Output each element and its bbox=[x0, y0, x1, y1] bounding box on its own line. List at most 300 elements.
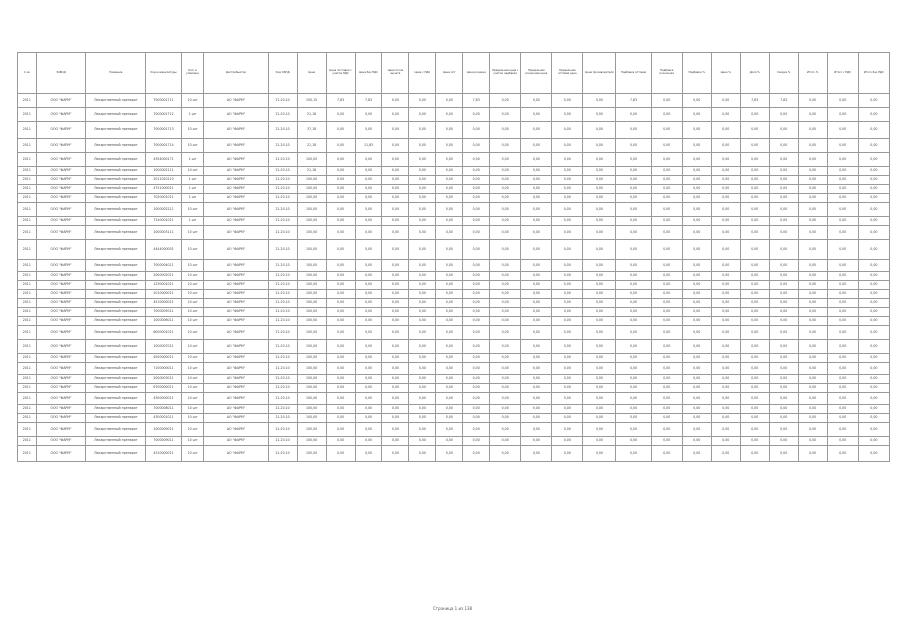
table-cell: 0,00 bbox=[740, 240, 769, 260]
table-cell: 0,00 bbox=[490, 272, 521, 281]
table-cell: 10 шт bbox=[181, 139, 204, 153]
table-cell: 0,00 bbox=[740, 299, 769, 308]
table-cell: 0,00 bbox=[463, 384, 490, 393]
table-cell: 0,00 bbox=[798, 226, 827, 240]
table-cell: 0,00 bbox=[616, 384, 651, 393]
table-cell: 0,00 bbox=[521, 122, 552, 139]
table-cell: 0,00 bbox=[436, 308, 463, 317]
table-cell: 1 шт bbox=[181, 153, 204, 167]
table-cell: АО "ФАРМ" bbox=[204, 384, 268, 393]
table-cell: 0,00 bbox=[463, 299, 490, 308]
table-cell: АО "ФАРМ" bbox=[204, 393, 268, 405]
table-cell: 0,00 bbox=[858, 94, 889, 108]
column-header: Предельная цена с учетом надбавки bbox=[490, 53, 521, 94]
table-cell: 2010000011 bbox=[146, 290, 181, 299]
table-cell: 0,00 bbox=[740, 153, 769, 167]
table-cell: АО "ФАРМ" bbox=[204, 423, 268, 437]
table-cell: 0,00 bbox=[552, 384, 583, 393]
table-cell: 100,00 bbox=[297, 272, 326, 281]
table-cell: АО "ФАРМ" bbox=[204, 414, 268, 423]
table-cell: 2000002011 bbox=[146, 272, 181, 281]
table-cell: ООО "ФАРМ" bbox=[36, 167, 86, 176]
table-cell: АО "ФАРМ" bbox=[204, 217, 268, 226]
table-cell: 0,00 bbox=[682, 384, 711, 393]
table-cell: 0,00 bbox=[355, 363, 382, 375]
table-cell: 0,00 bbox=[436, 108, 463, 122]
table-cell: 0,00 bbox=[711, 393, 740, 405]
table-cell: 0,00 bbox=[521, 317, 552, 326]
table-cell: 0,00 bbox=[740, 375, 769, 384]
table-cell: 21.20.10 bbox=[268, 240, 297, 260]
table-cell: 0,00 bbox=[355, 375, 382, 384]
table-cell: 0,00 bbox=[769, 203, 798, 217]
table-cell: 0,00 bbox=[326, 167, 355, 176]
column-header: Итого % bbox=[798, 53, 827, 94]
table-cell: 0,00 bbox=[382, 203, 409, 217]
table-cell: 0,00 bbox=[682, 317, 711, 326]
table-cell: 0,00 bbox=[616, 405, 651, 414]
table-cell: 0,00 bbox=[858, 139, 889, 153]
table-cell: 0,00 bbox=[490, 281, 521, 290]
table-cell: 0,00 bbox=[490, 308, 521, 317]
table-cell: 0,00 bbox=[490, 393, 521, 405]
table-cell: АО "ФАРМ" bbox=[204, 139, 268, 153]
table-cell: 0,00 bbox=[463, 153, 490, 167]
table-cell: 0,00 bbox=[382, 375, 409, 384]
table-cell: 0,00 bbox=[521, 94, 552, 108]
table-cell: 2011 bbox=[18, 414, 37, 423]
table-cell: 0,00 bbox=[711, 281, 740, 290]
table-cell: Лекарственный препарат bbox=[86, 393, 146, 405]
table-cell: 0,00 bbox=[711, 260, 740, 272]
table-cell: 2011 bbox=[18, 153, 37, 167]
table-cell: 0,00 bbox=[682, 375, 711, 384]
table-cell: 10 шт bbox=[181, 226, 204, 240]
column-header: Предельная оптовая цена bbox=[552, 53, 583, 94]
table-cell: АО "ФАРМ" bbox=[204, 446, 268, 462]
table-cell: 0,00 bbox=[651, 240, 682, 260]
table-cell: 0,00 bbox=[858, 108, 889, 122]
table-cell: 0,00 bbox=[858, 414, 889, 423]
table-cell: 0,00 bbox=[552, 122, 583, 139]
table-cell: 0,00 bbox=[616, 217, 651, 226]
table-cell: ООО "ФАРМ" bbox=[36, 290, 86, 299]
table-cell: 0,00 bbox=[409, 354, 436, 363]
table-cell: 10 шт bbox=[181, 94, 204, 108]
table-cell: Лекарственный препарат bbox=[86, 226, 146, 240]
table-cell: 0,00 bbox=[355, 354, 382, 363]
table-cell: ООО "ФАРМ" bbox=[36, 108, 86, 122]
table-cell: ООО "ФАРМ" bbox=[36, 203, 86, 217]
table-cell: 0,00 bbox=[651, 405, 682, 414]
column-header: Цена % bbox=[711, 53, 740, 94]
table-cell: 0,00 bbox=[583, 217, 616, 226]
table-cell: 2011 bbox=[18, 446, 37, 462]
table-cell: 0,00 bbox=[583, 167, 616, 176]
table-cell: 0,00 bbox=[490, 423, 521, 437]
table-cell: 0,00 bbox=[682, 340, 711, 354]
table-cell: 0,00 bbox=[711, 299, 740, 308]
table-cell: 0,00 bbox=[326, 363, 355, 375]
table-cell: 0,00 bbox=[798, 153, 827, 167]
table-cell: 0,00 bbox=[355, 226, 382, 240]
table-cell: 0,00 bbox=[740, 272, 769, 281]
table-cell: 0,00 bbox=[769, 375, 798, 384]
table-row bbox=[18, 317, 890, 326]
table-cell: 0,00 bbox=[858, 437, 889, 446]
table-cell: 2011 bbox=[18, 194, 37, 203]
table-cell: 0,00 bbox=[382, 423, 409, 437]
table-cell: 10 шт bbox=[181, 203, 204, 217]
table-cell: 0,00 bbox=[651, 153, 682, 167]
table-cell: 1 шт bbox=[181, 176, 204, 185]
table-cell: 0,00 bbox=[769, 299, 798, 308]
table-cell: 0,00 bbox=[651, 393, 682, 405]
table-cell: 0,00 bbox=[326, 226, 355, 240]
table-cell: 0,00 bbox=[521, 281, 552, 290]
table-cell: 0,00 bbox=[521, 340, 552, 354]
header-row bbox=[18, 53, 890, 94]
table-cell: 0,00 bbox=[769, 122, 798, 139]
table-cell: 2011 bbox=[18, 375, 37, 384]
table-cell: ООО "ФАРМ" bbox=[36, 185, 86, 194]
table-cell: 0,00 bbox=[769, 167, 798, 176]
table-cell: АО "ФАРМ" bbox=[204, 340, 268, 354]
table-cell: 21.20.10 bbox=[268, 393, 297, 405]
table-cell: 0,00 bbox=[798, 185, 827, 194]
table-cell: 100,00 bbox=[297, 446, 326, 462]
table-cell: 0,00 bbox=[355, 290, 382, 299]
table-cell: 0,00 bbox=[711, 308, 740, 317]
table-cell: 0,00 bbox=[326, 108, 355, 122]
table-cell: АО "ФАРМ" bbox=[204, 203, 268, 217]
table-cell: Лекарственный препарат bbox=[86, 260, 146, 272]
table-cell: 0,00 bbox=[651, 423, 682, 437]
table-cell: 0,00 bbox=[436, 326, 463, 340]
table-cell: 0,00 bbox=[326, 308, 355, 317]
table-row bbox=[18, 375, 890, 384]
table-cell: 0,00 bbox=[682, 393, 711, 405]
table-cell: 100,00 bbox=[297, 185, 326, 194]
table-cell: 0,00 bbox=[858, 340, 889, 354]
table-cell: 0,00 bbox=[521, 203, 552, 217]
table-cell: 0,00 bbox=[490, 290, 521, 299]
table-cell: 0,00 bbox=[552, 194, 583, 203]
table-cell: 21.20.10 bbox=[268, 194, 297, 203]
table-cell: 0,00 bbox=[490, 260, 521, 272]
table-cell: Лекарственный препарат bbox=[86, 153, 146, 167]
table-cell: 4751000011 bbox=[146, 185, 181, 194]
table-cell: 0,00 bbox=[355, 384, 382, 393]
table-cell: 0,00 bbox=[798, 446, 827, 462]
table-cell: 0,00 bbox=[616, 299, 651, 308]
table-cell: 0,00 bbox=[326, 272, 355, 281]
table-cell: 0,00 bbox=[740, 363, 769, 375]
table-cell: 21.20.10 bbox=[268, 185, 297, 194]
table-cell: 21,18 bbox=[297, 139, 326, 153]
table-cell: АО "ФАРМ" bbox=[204, 272, 268, 281]
table-cell: 0,00 bbox=[382, 167, 409, 176]
table-cell: ООО "ФАРМ" bbox=[36, 139, 86, 153]
table-cell: 0,00 bbox=[521, 308, 552, 317]
table-cell: 0,00 bbox=[682, 405, 711, 414]
table-cell: 0,00 bbox=[769, 290, 798, 299]
table-cell: 0,00 bbox=[651, 414, 682, 423]
table-cell: 0,00 bbox=[436, 203, 463, 217]
table-cell: 0,00 bbox=[651, 299, 682, 308]
table-cell: 0,00 bbox=[769, 446, 798, 462]
table-cell: 7000009011 bbox=[146, 437, 181, 446]
table-cell: 0,00 bbox=[651, 176, 682, 185]
table-cell: 0,00 bbox=[740, 414, 769, 423]
table-cell: 21.20.10 bbox=[268, 299, 297, 308]
table-cell: 0,00 bbox=[409, 194, 436, 203]
table-cell: 0,00 bbox=[552, 446, 583, 462]
table-cell: 0,00 bbox=[409, 375, 436, 384]
table-cell: 0,00 bbox=[382, 94, 409, 108]
table-cell: 0,00 bbox=[552, 375, 583, 384]
table-cell: 0,00 bbox=[616, 340, 651, 354]
table-cell: 0,00 bbox=[552, 226, 583, 240]
table-cell: АО "ФАРМ" bbox=[204, 226, 268, 240]
table-cell: 0,00 bbox=[682, 308, 711, 317]
table-cell: 100,00 bbox=[297, 260, 326, 272]
table-cell: АО "ФАРМ" bbox=[204, 108, 268, 122]
table-cell: 0,00 bbox=[651, 272, 682, 281]
table-cell: 0,00 bbox=[326, 299, 355, 308]
table-cell: Лекарственный препарат bbox=[86, 414, 146, 423]
table-cell: 21.20.10 bbox=[268, 122, 297, 139]
table-cell: 0,00 bbox=[490, 317, 521, 326]
table-cell: 150,15 bbox=[297, 94, 326, 108]
table-cell: 0,00 bbox=[382, 217, 409, 226]
table-cell: 0,00 bbox=[827, 94, 858, 108]
table-row bbox=[18, 108, 890, 122]
table-cell: 0,00 bbox=[436, 226, 463, 240]
table-cell: 0,00 bbox=[740, 281, 769, 290]
table-cell: 0,00 bbox=[769, 326, 798, 340]
table-cell: АО "ФАРМ" bbox=[204, 185, 268, 194]
table-cell: 7000005011 bbox=[146, 308, 181, 317]
table-cell: 0,00 bbox=[769, 281, 798, 290]
table-cell: 0,00 bbox=[409, 217, 436, 226]
table-cell: 10 шт bbox=[181, 308, 204, 317]
table-cell: 0,00 bbox=[682, 414, 711, 423]
table-cell: 0,00 bbox=[409, 203, 436, 217]
table-cell: 7000001712 bbox=[146, 108, 181, 122]
table-cell: АО "ФАРМ" bbox=[204, 194, 268, 203]
table-cell: ООО "ФАРМ" bbox=[36, 299, 86, 308]
column-header: Надбавка оптовая bbox=[616, 53, 651, 94]
table-cell: 0,00 bbox=[463, 217, 490, 226]
table-row bbox=[18, 226, 890, 240]
table-cell: 0,00 bbox=[651, 340, 682, 354]
table-cell: Лекарственный препарат bbox=[86, 272, 146, 281]
table-cell: 100,00 bbox=[297, 363, 326, 375]
table-cell: 0,00 bbox=[858, 185, 889, 194]
table-cell: 0,00 bbox=[682, 167, 711, 176]
table-cell: 0,00 bbox=[436, 414, 463, 423]
table-cell: 0,00 bbox=[711, 108, 740, 122]
table-cell: 0,00 bbox=[463, 340, 490, 354]
table-cell: 0,00 bbox=[409, 393, 436, 405]
table-cell: 0,00 bbox=[858, 194, 889, 203]
table-cell: 0,00 bbox=[583, 122, 616, 139]
table-cell: 0,00 bbox=[409, 405, 436, 414]
table-cell: 0,00 bbox=[436, 194, 463, 203]
table-cell: 2011 bbox=[18, 299, 37, 308]
table-cell: 21.20.10 bbox=[268, 414, 297, 423]
table-cell: 1000006011 bbox=[146, 317, 181, 326]
table-cell: 10 шт bbox=[181, 414, 204, 423]
table-cell: 100,00 bbox=[297, 281, 326, 290]
table-cell: 0,00 bbox=[858, 363, 889, 375]
table-cell: 0,00 bbox=[711, 326, 740, 340]
table-cell: 0,00 bbox=[740, 405, 769, 414]
table-cell: 0,00 bbox=[521, 240, 552, 260]
table-cell: 0,00 bbox=[355, 153, 382, 167]
table-cell: 0,00 bbox=[711, 194, 740, 203]
table-cell: 0,00 bbox=[409, 281, 436, 290]
table-cell: 0,00 bbox=[827, 176, 858, 185]
table-cell: 0,00 bbox=[583, 94, 616, 108]
table-cell: 0,00 bbox=[409, 308, 436, 317]
table-cell: 0,00 bbox=[651, 217, 682, 226]
table-cell: 2011 bbox=[18, 340, 37, 354]
table-cell: 1000002111 bbox=[146, 167, 181, 176]
table-cell: 0,00 bbox=[651, 326, 682, 340]
table-cell: 21.20.10 bbox=[268, 281, 297, 290]
table-cell: 0,00 bbox=[827, 185, 858, 194]
table-cell: 7000001714 bbox=[146, 139, 181, 153]
table-cell: 0,00 bbox=[490, 167, 521, 176]
table-cell: 0,00 bbox=[521, 299, 552, 308]
table-cell: 0,00 bbox=[583, 153, 616, 167]
table-cell: 0,00 bbox=[711, 94, 740, 108]
table-cell: 21.20.10 bbox=[268, 340, 297, 354]
table-cell: 0,00 bbox=[858, 217, 889, 226]
table-cell: 0,00 bbox=[521, 153, 552, 167]
table-cell: 0,00 bbox=[858, 405, 889, 414]
table-cell: 2000003011 bbox=[146, 375, 181, 384]
table-cell: Лекарственный препарат bbox=[86, 317, 146, 326]
table-cell: 0,00 bbox=[409, 122, 436, 139]
table-cell: 0,00 bbox=[583, 139, 616, 153]
table-cell: 21.20.10 bbox=[268, 405, 297, 414]
table-cell: ООО "ФАРМ" bbox=[36, 226, 86, 240]
table-cell: 7,83 bbox=[326, 94, 355, 108]
table-cell: 0,00 bbox=[583, 308, 616, 317]
table-cell: 4354000171 bbox=[146, 153, 181, 167]
table-cell: 0,00 bbox=[382, 354, 409, 363]
table-cell: 0,00 bbox=[436, 405, 463, 414]
table-cell: 100,00 bbox=[297, 317, 326, 326]
table-cell: 0,00 bbox=[827, 340, 858, 354]
table-cell: 21.20.10 bbox=[268, 317, 297, 326]
table-cell: АО "ФАРМ" bbox=[204, 122, 268, 139]
table-cell: 0,00 bbox=[326, 384, 355, 393]
table-cell: 0,00 bbox=[552, 272, 583, 281]
table-cell: 0,00 bbox=[521, 354, 552, 363]
table-cell: 10 шт bbox=[181, 326, 204, 340]
table-cell: 0,00 bbox=[552, 185, 583, 194]
table-cell: 0,00 bbox=[651, 437, 682, 446]
table-cell: 10 шт bbox=[181, 405, 204, 414]
table-cell: 0,00 bbox=[616, 281, 651, 290]
table-cell: 0,00 bbox=[616, 290, 651, 299]
table-cell: 0,00 bbox=[583, 317, 616, 326]
table-cell: ООО "ФАРМ" bbox=[36, 340, 86, 354]
table-cell: 0,00 bbox=[521, 414, 552, 423]
table-cell: 0,00 bbox=[827, 299, 858, 308]
table-cell: 1 шт bbox=[181, 185, 204, 194]
table-cell: Лекарственный препарат bbox=[86, 194, 146, 203]
table-cell: 0,00 bbox=[326, 340, 355, 354]
table-cell: Лекарственный препарат bbox=[86, 94, 146, 108]
table-cell: АО "ФАРМ" bbox=[204, 363, 268, 375]
table-cell: 0,00 bbox=[651, 317, 682, 326]
table-cell: 21.20.10 bbox=[268, 290, 297, 299]
table-cell: Лекарственный препарат bbox=[86, 240, 146, 260]
table-cell: 0,00 bbox=[827, 167, 858, 176]
table-cell: 0,00 bbox=[382, 272, 409, 281]
table-cell: 2011 bbox=[18, 326, 37, 340]
table-cell: 0,00 bbox=[463, 122, 490, 139]
table-cell: 0,00 bbox=[583, 176, 616, 185]
table-cell: 0,00 bbox=[552, 108, 583, 122]
table-cell: 0,00 bbox=[651, 108, 682, 122]
table-cell: 0,00 bbox=[490, 240, 521, 260]
table-cell: 0,00 bbox=[382, 393, 409, 405]
column-header: Надбавка % bbox=[682, 53, 711, 94]
table-cell: 0,00 bbox=[740, 384, 769, 393]
table-cell: 0,00 bbox=[740, 217, 769, 226]
table-row bbox=[18, 153, 890, 167]
column-header: ЗАВОД bbox=[36, 53, 86, 94]
table-cell: 0,00 bbox=[769, 340, 798, 354]
table-cell: 0,00 bbox=[711, 375, 740, 384]
table-cell: 21.20.10 bbox=[268, 308, 297, 317]
table-cell: 21.20.10 bbox=[268, 375, 297, 384]
table-cell: 0,00 bbox=[798, 139, 827, 153]
table-cell: 0,00 bbox=[769, 139, 798, 153]
table-cell: 0,00 bbox=[436, 281, 463, 290]
table-cell: АО "ФАРМ" bbox=[204, 281, 268, 290]
table-cell: ООО "ФАРМ" bbox=[36, 260, 86, 272]
table-cell: 10 шт bbox=[181, 167, 204, 176]
table-cell: 0,00 bbox=[490, 203, 521, 217]
table-cell: 0,00 bbox=[552, 354, 583, 363]
table-cell: 0,00 bbox=[827, 217, 858, 226]
table-cell: 0,00 bbox=[552, 94, 583, 108]
table-cell: 4310000011 bbox=[146, 446, 181, 462]
table-cell: 0,00 bbox=[409, 290, 436, 299]
table-row bbox=[18, 281, 890, 290]
table-cell: 0,00 bbox=[436, 153, 463, 167]
table-cell: 0,00 bbox=[798, 122, 827, 139]
table-cell: Лекарственный препарат bbox=[86, 340, 146, 354]
table-cell: 0,00 bbox=[490, 226, 521, 240]
table-cell: 0,00 bbox=[858, 317, 889, 326]
table-cell: 10 шт bbox=[181, 281, 204, 290]
table-cell: 1 шт bbox=[181, 108, 204, 122]
table-cell: 0,00 bbox=[740, 340, 769, 354]
table-cell: АО "ФАРМ" bbox=[204, 308, 268, 317]
table-cell: 2011 bbox=[18, 384, 37, 393]
table-cell: ООО "ФАРМ" bbox=[36, 363, 86, 375]
table-row bbox=[18, 167, 890, 176]
table-cell: 0,00 bbox=[490, 437, 521, 446]
